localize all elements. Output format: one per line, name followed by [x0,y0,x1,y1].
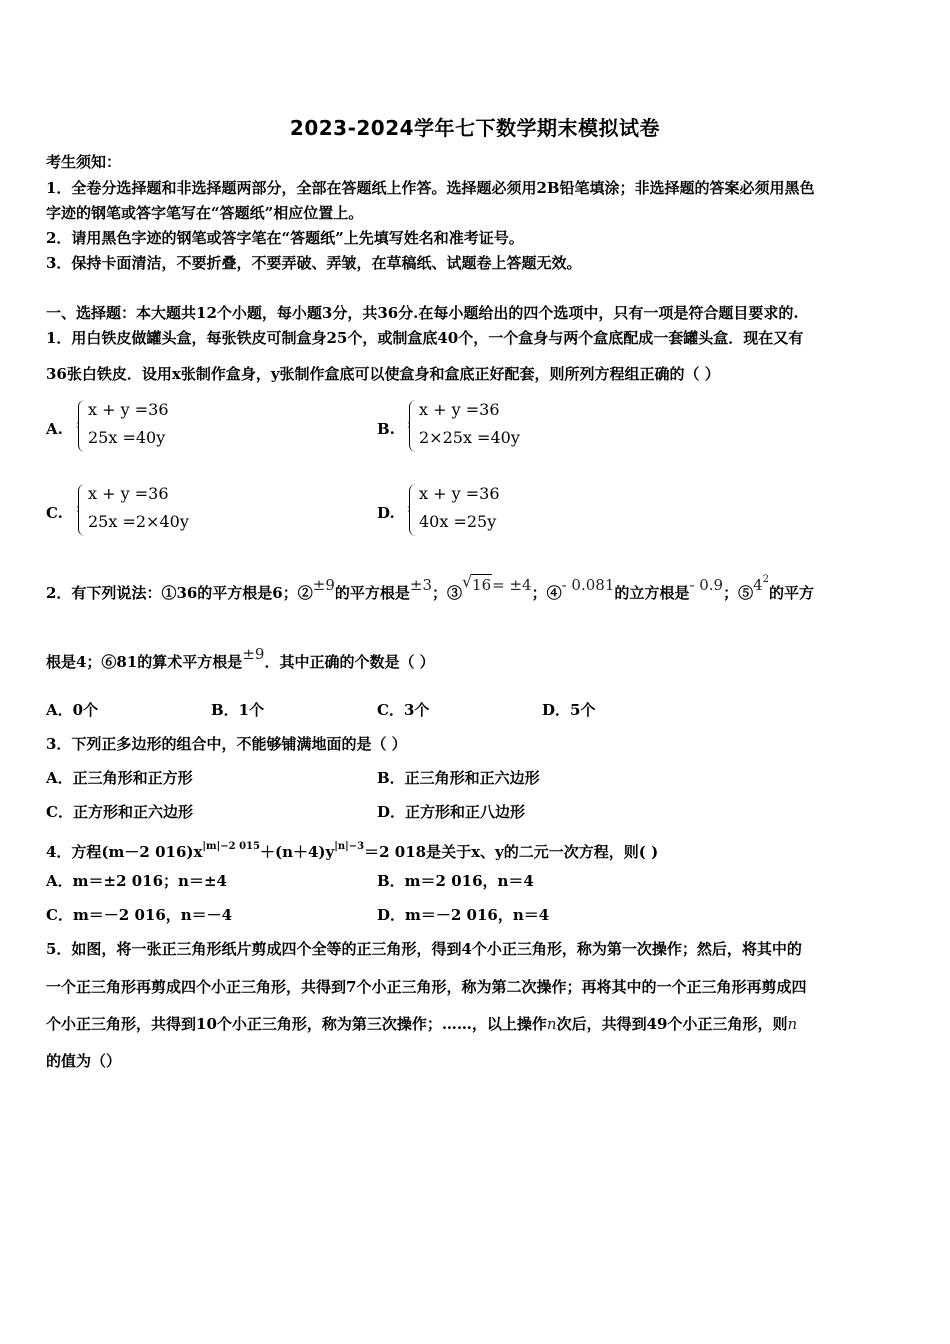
q2-option-a[interactable]: A．0个 [46,701,99,719]
q2-math-sqrt16 [462,572,532,594]
equation-1: x + y =36 [88,400,169,419]
radicand: 16 [472,576,492,594]
q2-math-4sq [753,576,769,594]
q5-stem-line-3 [46,1014,906,1034]
q3-option-c[interactable]: C．正方形和正六边形 [46,803,193,821]
q1-stem-line-2: 36张白铁皮．设用x张制作盒身，y张制作盒底可以使盒身和盒底正好配套，则所列方程组正确的（ ） [46,365,720,383]
q2-text: ．其中正确的个数是（ ） [264,653,435,671]
equation-1: x + y =36 [88,484,169,503]
brace-icon [409,484,416,536]
q4-stem [46,837,906,862]
q2-math-neg09: - 0.9 [689,576,724,594]
q4-option-c[interactable]: C．m＝－2 016，n＝－4 [46,906,233,924]
equation-2: 25x =40y [88,428,166,447]
base: 4 [753,576,763,594]
q2-text: 的平方 [769,584,815,602]
q5-stem-line-1: 5．如图，将一张正三角形纸片剪成四个全等的正三角形，得到4个小正三角形，称为第一次操作；然后，将其中的 [46,940,802,958]
page-title: 2023-2024学年七下数学期末模拟试卷 [289,116,661,140]
q2-option-c[interactable]: C．3个 [377,701,430,719]
equation-1: x + y =36 [419,400,500,419]
q3-option-a[interactable]: A．正三角形和正方形 [46,769,193,787]
q2-stem-line-1 [46,572,906,603]
brace-icon [78,400,85,452]
equation-2: 2×25x =40y [419,428,520,447]
q2-options [46,700,906,720]
q1-options-row-1 [46,398,906,458]
notice-item-1-line-1: 1．全卷分选择题和非选择题两部分，全部在答题纸上作答。选择题必须用2B铅笔填涂；非选择题的答案必须用黑色 [46,179,815,197]
brace-icon [409,400,416,452]
q2-text: 的立方根是 [614,584,690,602]
q4-options-row-2 [46,905,906,925]
q4-option-a[interactable]: A．m＝±2 016；n＝±4 [46,872,227,890]
q4-text: ＋(n＋4)y [259,843,335,861]
q4-text: ＝2 018是关于x、y的二元一次方程，则( ) [364,843,659,861]
q2-math-pm3: ±3 [409,576,433,594]
q1-options-row-2 [46,482,906,542]
notice-item-1-line-2: 字迹的钢笔或答字笔写在“答题纸”相应位置上。 [46,204,364,222]
q2-text: 2．有下列说法：①36的平方根是6；② [46,584,313,602]
q2-text: 根是4；⑥81的算术平方根是 [46,653,243,671]
q2-option-b[interactable]: B．1个 [211,701,265,719]
option-label: D. [377,504,395,522]
notice-item-2: 2．请用黑色字迹的钢笔或答字笔在“答题纸”上先填写姓名和准考证号。 [46,229,524,247]
q3-options-row-1 [46,768,906,788]
q2-math-pm9: ±9 [312,576,335,594]
notice-heading: 考生须知： [46,153,122,171]
q2-text: 的平方根是 [334,584,410,602]
q1-stem-line-1: 1．用白铁皮做罐头盒，每张铁皮可制盒身25个，或制盒底40个，一个盒身与两个盒底配成一套罐头盒．现在又有 [46,329,804,347]
q5-text: 次后，共得到49个小正三角形，则 [556,1015,788,1033]
q4-option-b[interactable]: B．m＝2 016，n＝4 [377,872,534,890]
q3-option-b[interactable]: B．正三角形和正六边形 [377,769,540,787]
section-header: 一、选择题：本大题共12个小题，每小题3分，共36分.在每小题给出的四个选项中，只有一项是符合题目要求的. [46,304,799,322]
q5-stem-line-2: 一个正三角形再剪成四个小正三角形，共得到7个小正三角形，称为第二次操作；再将其中的一个正三角形再剪成四 [46,978,807,996]
equation-2: 40x =25y [419,512,497,531]
equation-1: x + y =36 [419,484,500,503]
q3-option-d[interactable]: D．正方形和正八边形 [377,803,526,821]
q4-options-row-1 [46,871,906,891]
q2-math-eq: = ±4 [492,576,532,594]
q2-stem-line-2 [46,645,906,672]
q4-exponent-1: |m|−2 015 [202,841,260,852]
q3-stem: 3．下列正多边形的组合中，不能够铺满地面的是（ ） [46,735,407,753]
q2-math-neg0081: - 0.081 [561,576,615,594]
q2-option-d[interactable]: D．5个 [542,701,596,719]
exponent: 2 [762,574,770,585]
option-label: A. [46,420,63,438]
option-label: C. [46,504,63,522]
equation-2: 25x =2×40y [88,512,189,531]
notice-item-3: 3．保持卡面清洁，不要折叠，不要弄破、弄皱，在草稿纸、试题卷上答题无效。 [46,254,582,272]
q5-var-n: n [546,1015,557,1033]
option-label: B. [377,420,395,438]
q2-text: ；③ [432,584,463,602]
q4-text: 4．方程(m－2 016)x [46,843,203,861]
brace-icon [78,484,85,536]
q4-option-d[interactable]: D．m＝－2 016，n＝4 [377,906,550,924]
q4-exponent-2: |n|−3 [334,841,365,852]
q5-var-n: n [787,1015,798,1033]
q5-stem-line-4: 的值为（） [46,1052,122,1070]
sqrt-icon: √ 16 [462,572,492,594]
q3-options-row-2 [46,802,906,822]
q2-math-pm9-2: ±9 [242,645,265,663]
q2-text: ；④ [531,584,562,602]
q5-text: 个小正三角形，共得到10个小正三角形，称为第三次操作；……，以上操作 [46,1015,547,1033]
q2-text: ；⑤ [723,584,754,602]
